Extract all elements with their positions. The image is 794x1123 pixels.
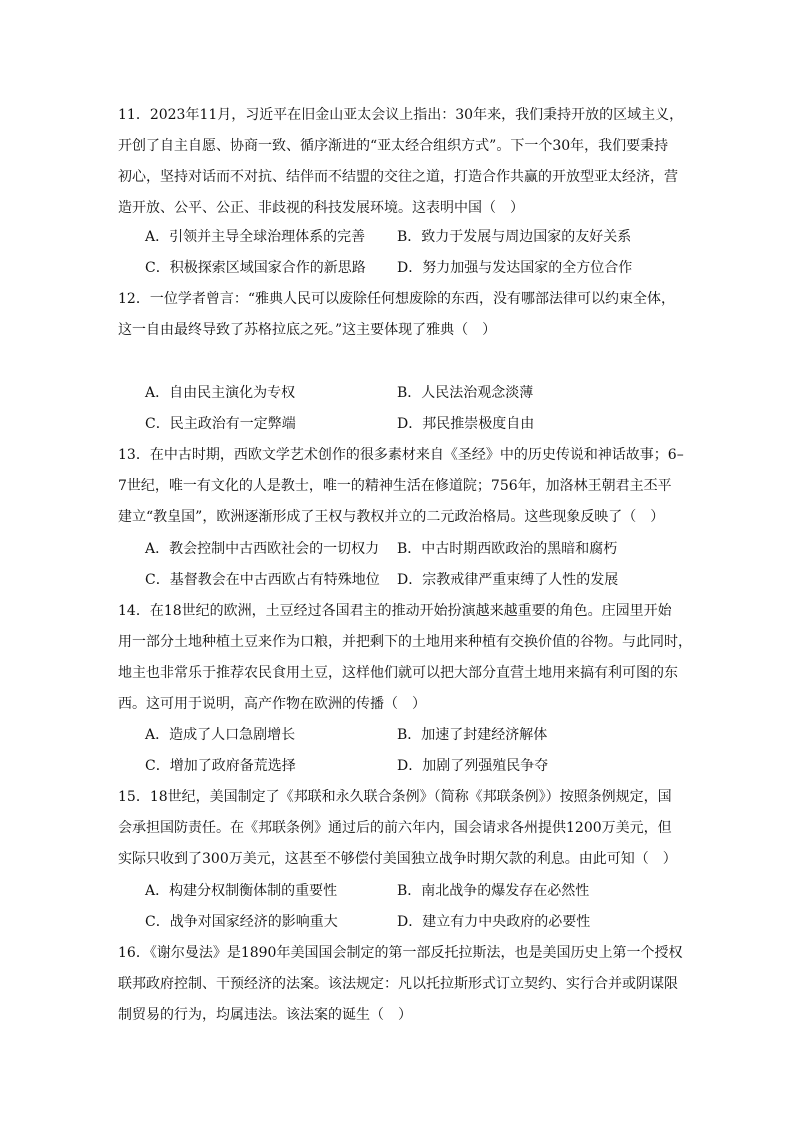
question-11-options: [145, 222, 685, 284]
question-16-stem: [118, 938, 683, 1031]
question-line: 7世纪，唯一有文化的人是教士，唯一的精神生活在修道院；756年，加洛林王朝君主丕平: [118, 478, 672, 494]
question-line: 西。这可用于说明，高产作物在欧洲的传播（ ）: [118, 696, 426, 712]
question-line: 开创了自主自愿、协商一致、循序渐进的“亚太经合组织方式”。下一个30年，我们要秉持: [118, 138, 669, 154]
option-c[interactable]: C．基督教会在中古西欧占有特殊地位: [145, 572, 380, 588]
question-line: 初心，坚持对话而不对抗、结伴而不结盟的交往之道，打造合作共赢的开放型亚太经济，营: [118, 169, 678, 185]
option-d[interactable]: D．努力加强与发达国家的全方位合作: [397, 260, 633, 276]
question-line: 建立“教皇国”，欧洲逐渐形成了王权与教权并立的二元政治格局。这些现象反映了（ ）: [118, 509, 665, 525]
question-line: 这一自由最终导致了苏格拉底之死。”这主要体现了雅典（ ）: [118, 322, 497, 338]
option-a[interactable]: A．构建分权制衡体制的重要性: [145, 883, 338, 899]
option-b[interactable]: B．南北战争的爆发存在必然性: [397, 883, 590, 899]
question-15-stem: [118, 782, 678, 875]
question-line: 11．2023年11月，习近平在旧金山亚太会议上指出：30年来，我们秉持开放的区域主义，: [118, 107, 684, 123]
option-c[interactable]: C．积极探索区域国家合作的新思路: [145, 260, 366, 276]
option-d[interactable]: D．建立有力中央政府的必要性: [397, 914, 591, 930]
question-12-stem: [118, 284, 678, 346]
question-line: 会承担国防责任。在《邦联条例》通过后的前六年内，国会请求各州提供1200万美元，但: [118, 820, 672, 836]
question-line: 用一部分土地种植土豆来作为口粮，并把剩下的土地用来种植有交换价值的谷物。与此同时，: [118, 634, 692, 650]
option-a[interactable]: A．造成了人口急剧增长: [145, 727, 296, 743]
option-b[interactable]: B．中古时期西欧政治的黑暗和腐朽: [397, 541, 618, 557]
question-13-stem: [118, 440, 684, 533]
option-c[interactable]: C．战争对国家经济的影响重大: [145, 914, 338, 930]
option-d[interactable]: D．宗教戒律严重束缚了人性的发展: [397, 572, 619, 588]
option-d[interactable]: D．加剧了列强殖民争夺: [397, 758, 549, 774]
option-a[interactable]: A．自由民主演化为专权: [145, 385, 296, 401]
question-line: 造开放、公平、公正、非歧视的科技发展环境。这表明中国（ ）: [118, 200, 524, 216]
question-line: 16．《谢尔曼法》是1890年美国国会制定的第一部反托拉斯法，也是美国历史上第一个授权: [118, 945, 683, 961]
question-line: 地主也非常乐于推荐农民食用土豆，这样他们就可以把大部分直营土地用来搞有利可图的东: [118, 665, 678, 681]
question-line: 12．一位学者曾言：“雅典人民可以废除任何想废除的东西，没有哪部法律可以约束全体，: [118, 291, 675, 307]
question-14-stem: [118, 596, 692, 720]
option-a[interactable]: A．教会控制中古西欧社会的一切权力: [145, 541, 380, 557]
option-b[interactable]: B．致力于发展与周边国家的友好关系: [397, 229, 632, 245]
question-line: 制贸易的行为，均属违法。该法案的诞生（ ）: [118, 1007, 412, 1023]
question-12-options: [145, 378, 685, 440]
question-line: 实际只收到了300万美元，这甚至不够偿付美国独立战争时期欠款的利息。由此可知（ ）: [118, 851, 677, 867]
question-11-stem: [118, 100, 684, 224]
question-line: 15．18世纪，美国制定了《邦联和永久联合条例》（简称《邦联条例》）按照条例规定，国: [118, 789, 672, 805]
option-b[interactable]: B．人民法治观念淡薄: [397, 385, 534, 401]
option-b[interactable]: B．加速了封建经济解体: [397, 727, 548, 743]
question-line: 13．在中古时期，西欧文学艺术创作的很多素材来自《圣经》中的历史传说和神话故事；6–: [118, 447, 684, 463]
question-line: 联邦政府控制、干预经济的法案。该法规定：凡以托拉斯形式订立契约、实行合并或阴谋限: [118, 976, 678, 992]
option-c[interactable]: C．增加了政府备荒选择: [145, 758, 296, 774]
option-a[interactable]: A．引领并主导全球治理体系的完善: [145, 229, 366, 245]
question-13-options: [145, 534, 685, 596]
option-d[interactable]: D．邦民推崇极度自由: [397, 416, 535, 432]
question-15-options: [145, 876, 685, 938]
question-line: 14．在18世纪的欧洲，土豆经过各国君主的推动开始扮演越来越重要的角色。庄园里开始: [118, 603, 672, 619]
question-14-options: [145, 720, 685, 782]
option-c[interactable]: C．民主政治有一定弊端: [145, 416, 296, 432]
